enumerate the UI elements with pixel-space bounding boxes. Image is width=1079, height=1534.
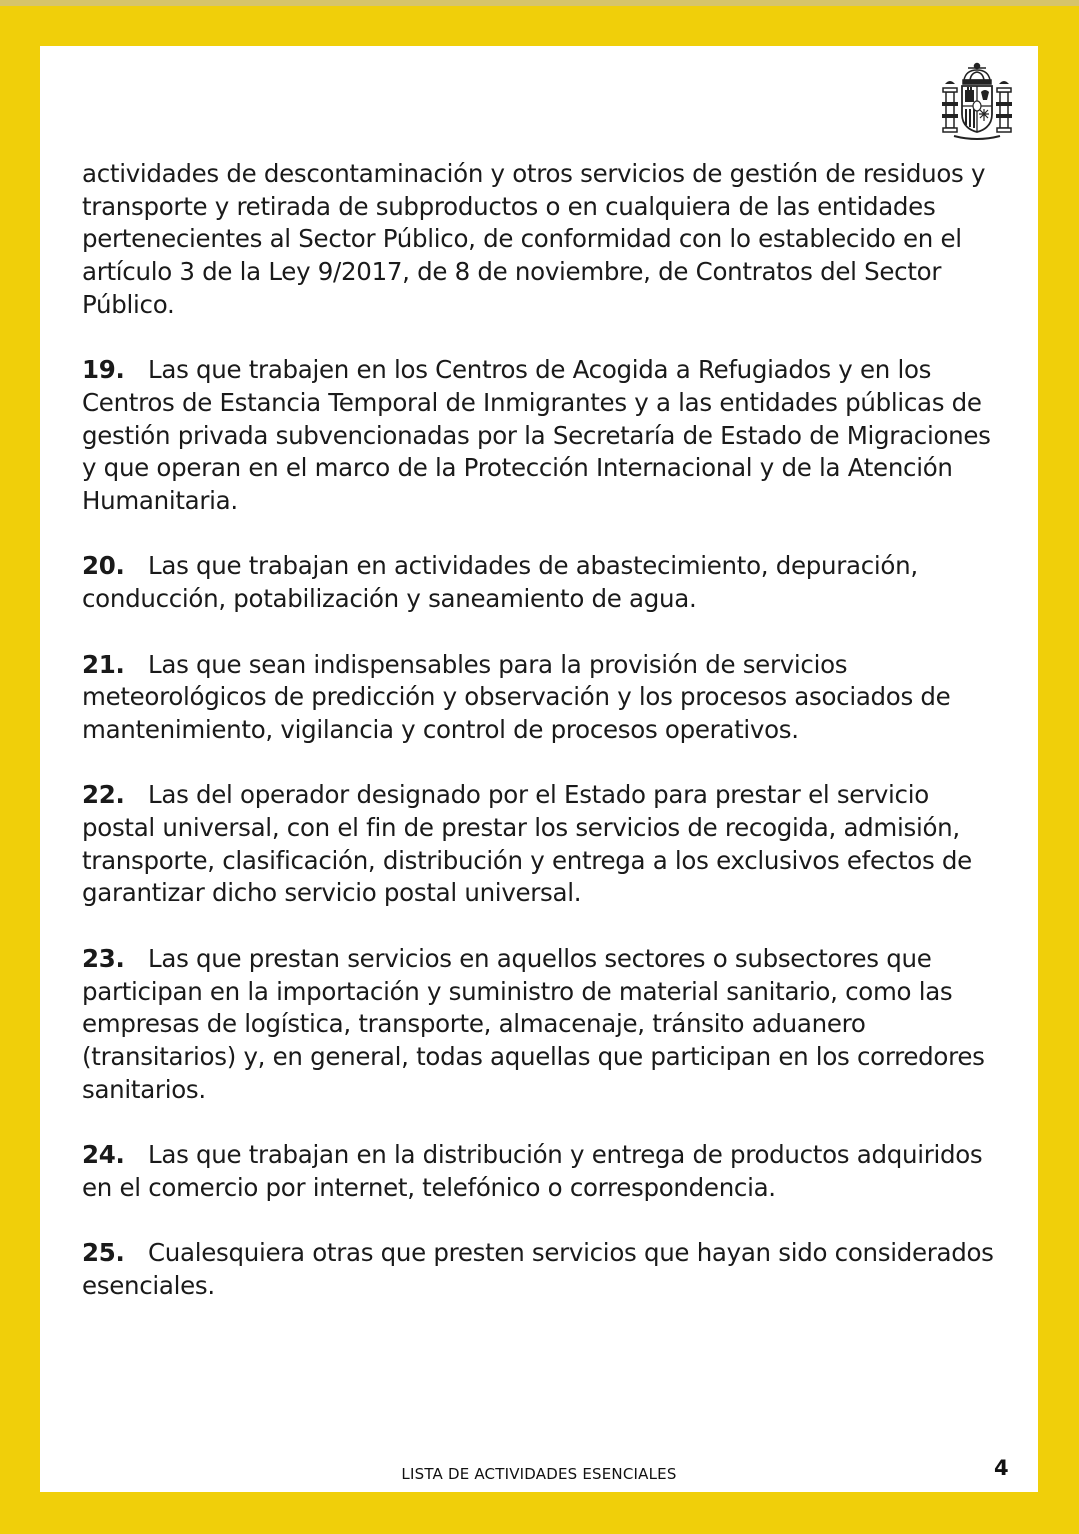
list-item-22 bbox=[82, 779, 998, 910]
top-strip bbox=[0, 0, 1079, 6]
list-item-23 bbox=[82, 943, 998, 1107]
intro-paragraph: actividades de descontaminación y otros servicios de gestión de residuos y transporte y retirada de subproductos o en cualquiera de las entidades pertenecientes al Sector Público, de conformidad con lo establecido en el artículo 3 de la Ley 9/2017, de 8 de noviembre, de Contratos del Sector Público. bbox=[82, 159, 986, 319]
item-number: 19. bbox=[82, 355, 125, 385]
item-number: 22. bbox=[82, 780, 125, 810]
item-number: 23. bbox=[82, 943, 125, 973]
item-text: Cualesquiera otras que presten servicios que hayan sido considerados esenciales. bbox=[82, 1238, 994, 1300]
list-item-21 bbox=[82, 649, 998, 747]
document-page bbox=[40, 46, 1038, 1492]
coat-of-arms-icon bbox=[940, 62, 1014, 142]
page-number: 4 bbox=[994, 1456, 1009, 1480]
footer-title: LISTA DE ACTIVIDADES ESENCIALES bbox=[401, 1465, 677, 1483]
list-item-19 bbox=[82, 354, 998, 518]
item-number: 25. bbox=[82, 1238, 125, 1268]
item-text: Las que prestan servicios en aquellos sectores o subsectores que participan en la importación y suministro de material sanitario, como las empresas de logística, transporte, almacenaje, tránsito aduanero (transitarios) y, en general, todas aquellas que participan en los corredores sanitarios. bbox=[82, 943, 985, 1104]
item-text: Las que sean indispensables para la provisión de servicios meteorológicos de predicción y observación y los procesos asociados de mantenimiento, vigilancia y control de procesos operativos. bbox=[82, 649, 951, 744]
item-text: Las que trabajen en los Centros de Acogida a Refugiados y en los Centros de Estancia Temporal de Inmigrantes y a las entidades públicas de gestión privada subvencionadas por la Secretaría de Estado de Migraciones y que operan en el marco de la Protección Internacional y de la Atención Humanitaria. bbox=[82, 355, 991, 516]
item-number: 21. bbox=[82, 649, 125, 679]
item-text: Las que trabajan en actividades de abastecimiento, depuración, conducción, potabilización y saneamiento de agua. bbox=[82, 551, 918, 614]
item-text: Las que trabajan en la distribución y entrega de productos adquiridos en el comercio por internet, telefónico o correspondencia. bbox=[82, 1140, 983, 1202]
list-item-24 bbox=[82, 1139, 998, 1204]
item-number: 24. bbox=[82, 1140, 125, 1169]
item-number: 20. bbox=[82, 551, 125, 581]
document-body bbox=[82, 158, 998, 1303]
item-text: Las del operador designado por el Estado para prestar el servicio postal universal, con el fin de prestar los servicios de recogida, admisión, transporte, clasificación, distribución y entrega a los exclusivos efectos de garantizar dicho servicio postal universal. bbox=[82, 780, 972, 908]
list-item-25 bbox=[82, 1237, 998, 1302]
list-item-20 bbox=[82, 550, 998, 615]
